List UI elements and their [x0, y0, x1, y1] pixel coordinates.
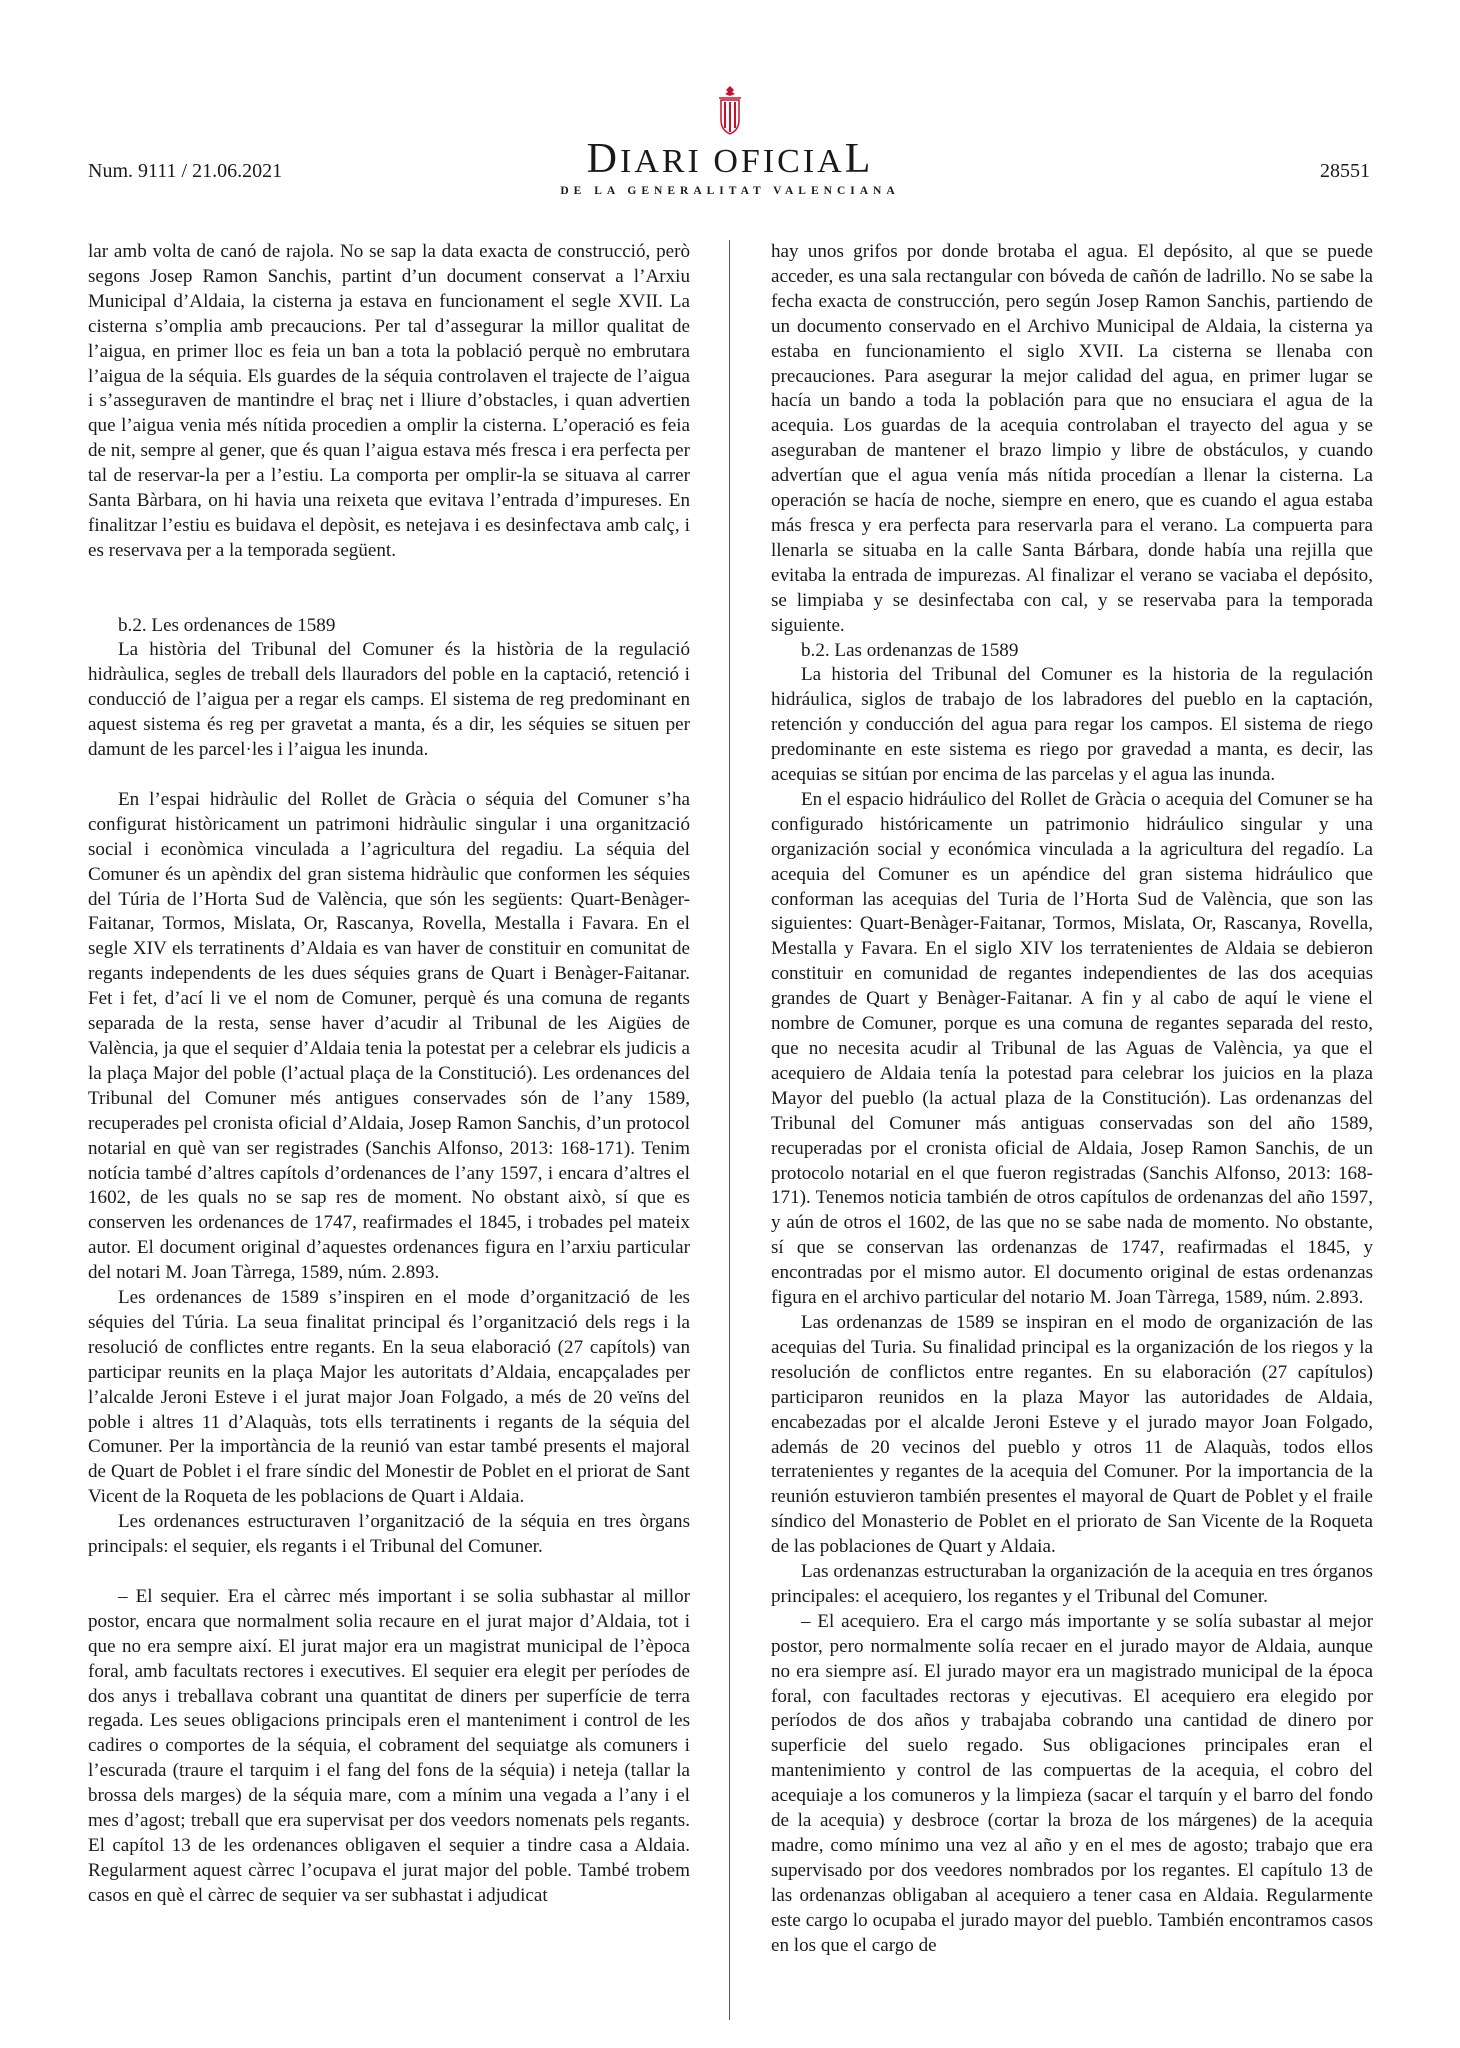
- paragraph: hay unos grifos por donde brotaba el agua. El depósito, al que se puede acceder, es una sala rectangular con bóveda de cañón de ladrillo. No se sabe la fecha exacta de construcción, pero según Josep Ramon Sanchis, partiendo de un documento conservado en el Archivo Municipal de Aldaia, la cisterna ya estaba en funcionamiento el siglo XVII. La cisterna se llenaba con precauciones. Para asegurar la mejor calidad del agua, en primer lugar se hacía un bando a toda la población para que no ensuciara el agua de la acequia. Los guardas de la acequia controlaban el trayecto del agua y se aseguraban de mantener el brazo limpio y libre de obstáculos, y cuando advertían que el agua venía más nítida procedían a llenar la cisterna. La operación se hacía de noche, siempre en enero, que es cuando el agua estaba más fresca y era perfecta para reservarla para el verano. La compuerta para llenarla se situaba en la calle Santa Bárbara, donde había una rejilla que evitaba la entrada de impurezas. Al finalizar el verano se vaciaba el depósito, se limpiaba y se desinfectaba con cal, y se reservaba para la temporada siguiente.: [771, 241, 1373, 636]
- paragraph: En el espacio hidráulico del Rollet de Gràcia o acequia del Comuner se ha configurado históricamente un patrimonio hidráulico singular y una organización social y económica vinculada a la agricultura del regadío. La acequia del Comuner es un apéndice del gran sistema hidráulico que conforman las acequias del Turia de l’Horta Sud de València, que son las siguientes: Quart-Benàger-Faitanar, Tormos, Mislata, Or, Rascanya, Rovella, Mestalla y Favara. En el siglo XIV los terratenientes de Aldaia se debieron constituir en comunidad de regantes independientes de las dos acequias grandes de Quart y Benàger-Faitanar. A fin y al cabo de aquí le viene el nombre de Comuner, porque es una comuna de regantes separada del resto, que no necesita acudir al Tribunal de las Aguas de València, ya que el acequiero de Aldaia tenía la potestad para celebrar los juicios en la plaza Mayor del pueblo (la actual plaza de la Constitución). Las ordenanzas del Tribunal del Comuner más antiguas conservadas son del año 1589, recuperadas por el cronista oficial de Aldaia, Josep Ramon Sanchis, de un protocolo notarial en el que fueron registradas (Sanchis Alfonso, 2013: 168-171). Tenemos noticia también de otros capítulos de ordenanzas del año 1597, y aún de otros el 1602, de las que no se sabe nada de momento. No obstante, sí que se conservan las ordenanzas de 1747, reafirmadas el 1845, y encontradas por el mismo autor. El documento original de estas ordenanzas figura en el archivo particular del notario M. Joan Tàrrega, 1589, núm. 2.893.: [771, 788, 1373, 1309]
- issue-number: Num. 9111 / 21.06.2021: [88, 160, 283, 182]
- paragraph: La història del Tribunal del Comuner és la història de la regulació hidràulica, segles de treball dels llauradors del poble en la captació, retenció i conducció de l’aigua per a regar els camps. El sistema de reg predominant en aquest sistema és reg per gravetat a manta, és a dir, les séquies se situen per damunt de les parcel·les i l’aigua les inunda.: [88, 639, 690, 761]
- left-column-valencian: [88, 240, 690, 1909]
- paragraph: Las ordenanzas estructuraban la organización de la acequia en tres órganos principales: el acequiero, los regantes y el Tribunal del Comuner.: [771, 1561, 1373, 1607]
- right-column-spanish: [771, 240, 1373, 1959]
- generalitat-crest-icon: [715, 84, 745, 138]
- section-heading: b.2. Las ordenanzas de 1589: [801, 639, 1019, 661]
- paragraph: Las ordenanzas de 1589 se inspiran en el modo de organización de las acequias del Turia. Su finalidad principal es la organización de los riegos y la resolución de conflictos entre regantes. En su elaboración (27 capítulos) participaron reunidos en la plaza Mayor las autoridades de Aldaia, encabezadas por el alcalde Jeroni Esteve y el jurado mayor Joan Folgado, además de 20 vecinos del pueblo y otros 11 de Alaquàs, todos ellos terratenientes y regantes de la acequia del Comuner. Por la importancia de la reunión estuvieron también presentes el mayoral de Quart de Poblet y el fraile síndico del Monasterio de Poblet en el priorato de San Vicente de la Roqueta de las poblaciones de Quart y Aldaia.: [771, 1311, 1373, 1558]
- section-heading: b.2. Les ordenances de 1589: [118, 614, 336, 636]
- paragraph: Les ordenances estructuraven l’organització de la séquia en tres òrgans principals: el sequier, els regants i el Tribunal del Comuner.: [88, 1511, 690, 1558]
- page-number: 28551: [1320, 160, 1370, 182]
- paragraph: La historia del Tribunal del Comuner es la historia de la regulación hidráulica, siglos de trabajo de los labradores del pueblo en la captación, retención y conducción del agua para regar los campos. El sistema de riego predominante en este sistema es riego por gravedad a manta, es decir, las acequias se sitúan por encima de las parcelas y el agua las inunda.: [771, 664, 1373, 786]
- paragraph: – El sequier. Era el càrrec més important i se solia subhastar al millor postor, encara que normalment solia recaure en el jurat major d’Aldaia, tot i que no era sempre així. El jurat major era un magistrat municipal de l’època foral, amb facultats rectores i executives. El sequier era elegit per períodes de dos anys i treballava cobrant una quantitat de diners per superfície de terra regada. Les seues obligacions principals eren el manteniment i control de les cadires o comportes de la séquia, el cobrament del sequiatge als comuners i l’escurada (traure el tarquim i el fang del fons de la séquia) i neteja (tallar la brossa dels marges) de la séquia mare, com a mínim una vegada a l’any i el mes d’agost; treball que era supervisat per dos veedors nomenats pels regants. El capítol 13 de les ordenances obligaven el sequier a tindre casa a Aldaia. Regularment aquest càrrec l’ocupava el jurat major del poble. També trobem casos en què el càrrec de sequier va ser subhastat i adjudicat: [88, 1585, 690, 1906]
- paragraph: En l’espai hidràulic del Rollet de Gràcia o séquia del Comuner s’ha configurat històricament un patrimoni hidràulic singular i una organització social i econòmica vinculada a l’agricultura del regadiu. La séquia del Comuner és un apèndix del gran sistema hidràulic que conformen les séquies del Túria de l’Horta Sud de València, que són les següents: Quart-Benàger-Faitanar, Tormos, Mislata, Or, Rascanya, Rovella, Mestalla i Favara. En el segle XIV els terratinents d’Aldaia es van haver de constituir en comunitat de regants independents de les dues séquies grans de Quart i Benàger-Faitanar. Fet i fet, d’ací li ve el nom de Comuner, perquè és una comuna de regants separada de la resta, sense haver d’acudir al Tribunal de les Aigües de València, ja que el sequier d’Aldaia tenia la potestat per a celebrar els judicis a la plaça Major del poble (l’actual plaça de la Constitució). Les ordenances del Tribunal del Comuner més antigues conservades són de l’any 1589, recuperades pel cronista oficial d’Aldaia, Josep Ramon Sanchis, d’un protocol notarial en què van ser registrades (Sanchis Alfonso, 2013: 168-171). Tenim notícia també d’altres capítols d’ordenances de l’any 1597, i encara d’altres el 1602, de les quals no se sap res de moment. No obstant això, sí que es conserven les ordenances de 1747, reafirmades el 1845, i trobades pel mateix autor. El document original d’aquestes ordenances figura en l’arxiu particular del notari M. Joan Tàrrega, 1589, núm. 2.893.: [88, 788, 690, 1284]
- paragraph: – El acequiero. Era el cargo más importante y se solía subastar al mejor postor, pero normalmente solía recaer en el jurado mayor de Aldaia, aunque no era siempre así. El jurado mayor era un magistrado municipal de la época foral, con facultades rectoras y ejecutivas. El acequiero era elegido por períodos de dos años y trabajaba cobrando una cantidad de dinero por superficie del suelo regado. Sus obligaciones principales eran el mantenimiento y control de las compuertas de la acequia, el cobro del acequiaje a los comuneros y la limpieza (sacar el tarquín y el barro del fondo de la acequia) y desbroce (cortar la broza de los márgenes) de la acequia madre, como mínimo una vez al año y en el mes de agosto; trabajo que era supervisado por dos veedores nombrados por los regantes. El capítulo 13 de las ordenanzas obligaban al acequiero a tener casa en Aldaia. Regularmente este cargo lo ocupaba el jurado mayor del pueblo. También encontramos casos en los que el cargo de: [771, 1610, 1373, 1956]
- publication-subtitle: DE LA GENERALITAT VALENCIANA: [560, 185, 900, 197]
- paragraph: Les ordenances de 1589 s’inspiren en el mode d’organització de les séquies del Túria. La seua finalitat principal és l’organització dels regs i la resolució de conflictes entre regants. En la seua elaboració (27 capítols) van participar reunits en la plaça Major les autoritats d’Aldaia, encapçalades per l’alcalde Jeroni Esteve i el jurat major Joan Folgado, a més de 20 veïns del poble i altres 11 d’Alaquàs, tots ells terratinents i regants de la séquia del Comuner. Per la importància de la reunió van estar també presents el majoral de Quart de Poblet i el frare síndic del Monestir de Poblet en el priorat de Sant Vicent de la Roqueta de les poblacions de Quart i Aldaia.: [88, 1287, 690, 1508]
- masthead: [0, 84, 1460, 197]
- column-divider: [729, 240, 730, 2020]
- page-header: [0, 0, 1460, 200]
- paragraph: lar amb volta de canó de rajola. No se sap la data exacta de construcció, però segons Josep Ramon Sanchis, partint d’un document conservat a l’Arxiu Municipal d’Aldaia, la cisterna ja estava en funcionament el segle XVII. La cisterna s’omplia amb precaucions. Per tal d’assegurar la millor qualitat de l’aigua, en primer lloc es feia un ban a tota la població perquè no embrutara l’aigua de la séquia. Els guardes de la séquia controlaven el trajecte de l’aigua i s’asseguraven de mantindre el braç net i lliure d’obstacles, i quan advertien que l’aigua venia més nítida procedien a omplir la cisterna. L’operació es feia de nit, sempre al gener, que és quan l’aigua estava més fresca i era perfecta per tal de reservar-la per a l’estiu. La comporta per omplir-la se situava al carrer Santa Bàrbara, on hi havia una reixeta que evitava l’entrada d’impureses. En finalitzar l’estiu es buidava el depòsit, es netejava i es desinfectava amb calç, i es reservava per a la temporada següent.: [88, 241, 690, 561]
- publication-title: DIARI OFICIAL: [586, 136, 874, 182]
